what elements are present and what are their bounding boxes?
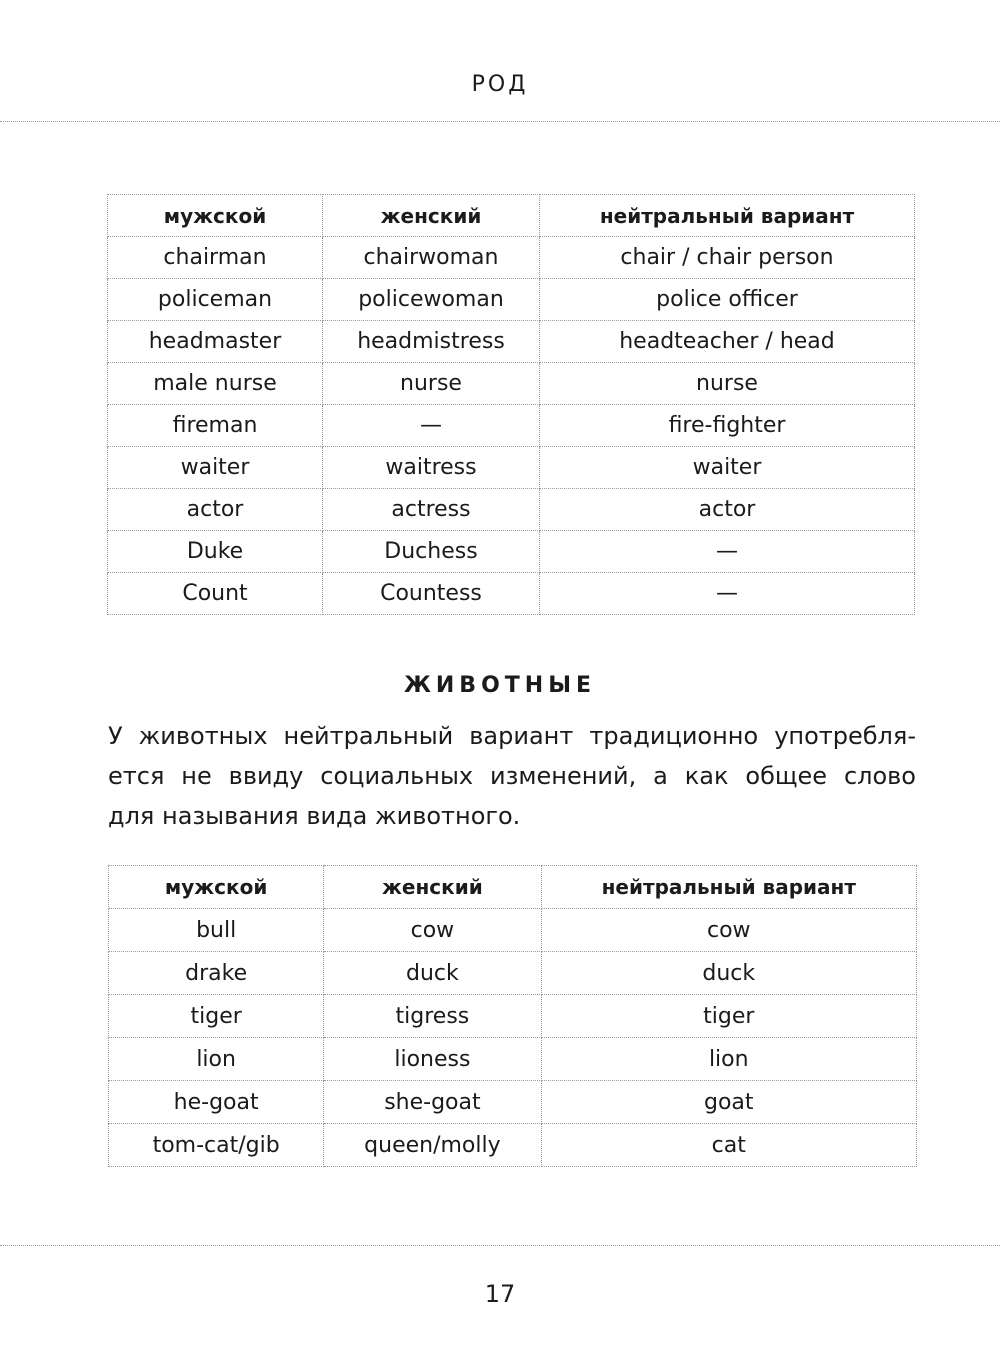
cell-masculine: actor [108,489,323,531]
header-feminine: женский [323,195,540,237]
cell-masculine: tiger [109,995,324,1038]
cell-feminine: cow [324,909,541,952]
cell-feminine: Duchess [323,531,540,573]
cell-neutral: headteacher / head [540,321,915,363]
cell-masculine: tom-cat/gib [109,1124,324,1167]
cell-feminine: headmistress [323,321,540,363]
cell-masculine: male nurse [108,363,323,405]
cell-feminine: actress [323,489,540,531]
cell-feminine: Countess [323,573,540,615]
cell-feminine: — [323,405,540,447]
cell-masculine: he-goat [109,1081,324,1124]
cell-feminine: nurse [323,363,540,405]
cell-masculine: chairman [108,237,323,279]
cell-neutral: police officer [540,279,915,321]
table-row [109,1081,917,1124]
cell-masculine: lion [109,1038,324,1081]
cell-feminine: she-goat [324,1081,541,1124]
table-row [108,405,915,447]
table-row [108,237,915,279]
table-row [109,952,917,995]
cell-neutral: tiger [541,995,916,1038]
paragraph-line: ется не ввиду социальных изменений, а как общее слово [108,762,916,790]
cell-masculine: bull [109,909,324,952]
header-divider [0,121,1000,122]
table-row [109,1038,917,1081]
animals-gender-table [108,865,917,1167]
cell-masculine: fireman [108,405,323,447]
cell-masculine: policeman [108,279,323,321]
cell-neutral: chair / chair person [540,237,915,279]
table-row [109,995,917,1038]
cell-neutral: duck [541,952,916,995]
cell-neutral: goat [541,1081,916,1124]
paragraph-line: для называния вида животного. [108,802,521,830]
cell-neutral: cat [541,1124,916,1167]
paragraph-line: У животных нейтральный вариант традиционно употребля- [108,722,916,750]
table-row [108,531,915,573]
table-row [109,1124,917,1167]
header-masculine: мужской [109,866,324,909]
header-masculine: мужской [108,195,323,237]
page-number: 17 [484,1280,516,1308]
running-head: РОД [471,72,529,97]
cell-feminine: waitress [323,447,540,489]
table-header-row [109,866,917,909]
cell-neutral: cow [541,909,916,952]
table-row [108,279,915,321]
header-neutral: нейтральный вариант [540,195,915,237]
table-row [108,447,915,489]
section-title-animals: ЖИВОТНЫЕ [403,673,597,698]
cell-neutral: — [540,573,915,615]
people-gender-table [107,194,915,615]
cell-masculine: Duke [108,531,323,573]
header-neutral: нейтральный вариант [541,866,916,909]
footer-divider [0,1245,1000,1246]
cell-neutral: nurse [540,363,915,405]
table-row [108,573,915,615]
table-header-row [108,195,915,237]
cell-masculine: waiter [108,447,323,489]
cell-neutral: — [540,531,915,573]
cell-neutral: waiter [540,447,915,489]
cell-neutral: actor [540,489,915,531]
cell-masculine: drake [109,952,324,995]
cell-feminine: duck [324,952,541,995]
cell-feminine: chairwoman [323,237,540,279]
table-row [108,489,915,531]
cell-feminine: tigress [324,995,541,1038]
cell-neutral: lion [541,1038,916,1081]
table-row [108,321,915,363]
cell-masculine: Count [108,573,323,615]
header-feminine: женский [324,866,541,909]
cell-masculine: headmaster [108,321,323,363]
table-row [109,909,917,952]
table-row [108,363,915,405]
animals-paragraph [108,716,916,836]
cell-feminine: lioness [324,1038,541,1081]
cell-feminine: policewoman [323,279,540,321]
cell-neutral: fire-fighter [540,405,915,447]
cell-feminine: queen/molly [324,1124,541,1167]
